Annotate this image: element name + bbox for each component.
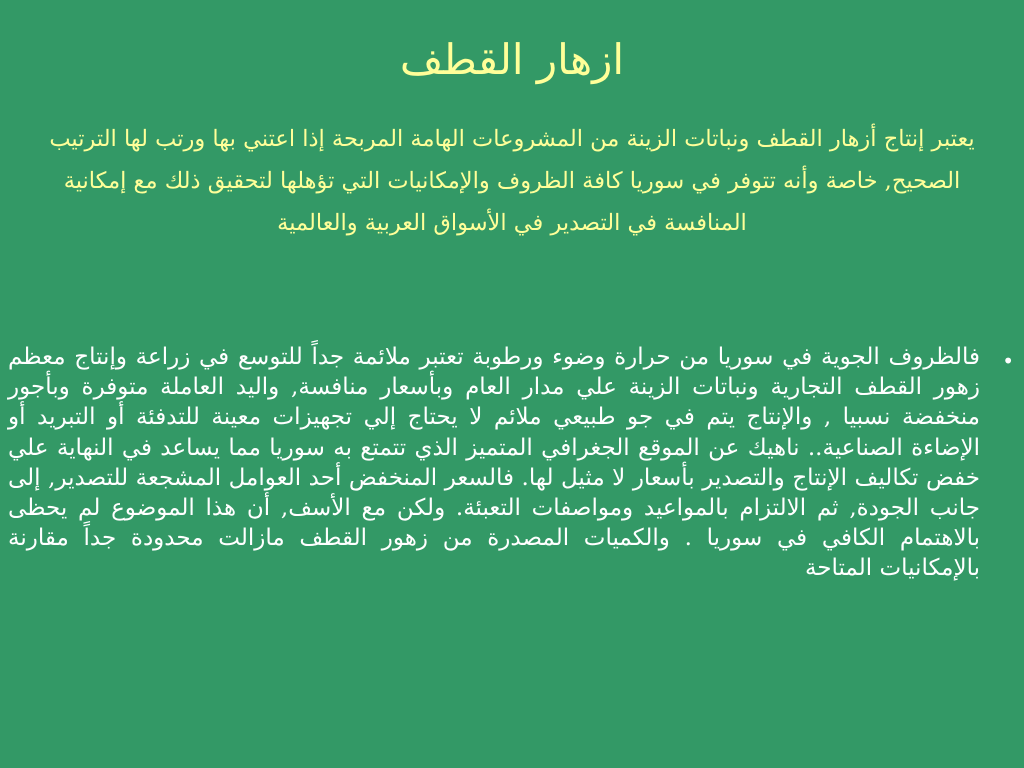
slide-title: ازهار القطف [399, 35, 625, 84]
bullet-list [8, 342, 1014, 584]
bullet-paragraph: فالظروف الجوية في سوريا من حرارة وضوء ورطوبة تعتبر ملائمة جداً للتوسع في زراعة وإنتاج معظم زهور القطف التجارية ونباتات الزينة علي مدار العام وبأسعار منافسة, واليد العاملة متوفرة وبأجور منخفضة نسبيا , والإنتاج يتم في جو طبيعي ملائم لا يحتاج إلي تجهيزات معينة للتدفئة أو التبريد أو الإضاءة الصناعية.. ناهيك عن الموقع الجغرافي المتميز الذي تتمتع به سوريا مما يساعد في النهاية علي خفض تكاليف الإنتاج والتصدير بأسعار لا مثيل لها. فالسعر المنخفض أحد العوامل المشجعة للتصدير, إلى جانب الجودة, ثم الالتزام بالمواعيد ومواصفات التعبئة. ولكن مع الأسف, أن هذا الموضوع لم يحظى بالاهتمام الكافي في سوريا . والكميات المصدرة من زهور القطف مازالت محدودة جداً مقارنة بالإمكانيات المتاحة [8, 344, 980, 582]
bullet-icon: • [1002, 349, 1014, 373]
slide-subtitle: يعتبر إنتاج أزهار القطف ونباتات الزينة من المشروعات الهامة المربحة إذا اعتني بها ورتب لها الترتيب الصحيح, خاصة وأنه تتوفر في سوريا كافة الظروف والإمكانيات التي تؤهلها لتحقيق ذلك مع إمكانية المنافسة في التصدير في الأسواق العربية والعالمية [49, 126, 975, 236]
